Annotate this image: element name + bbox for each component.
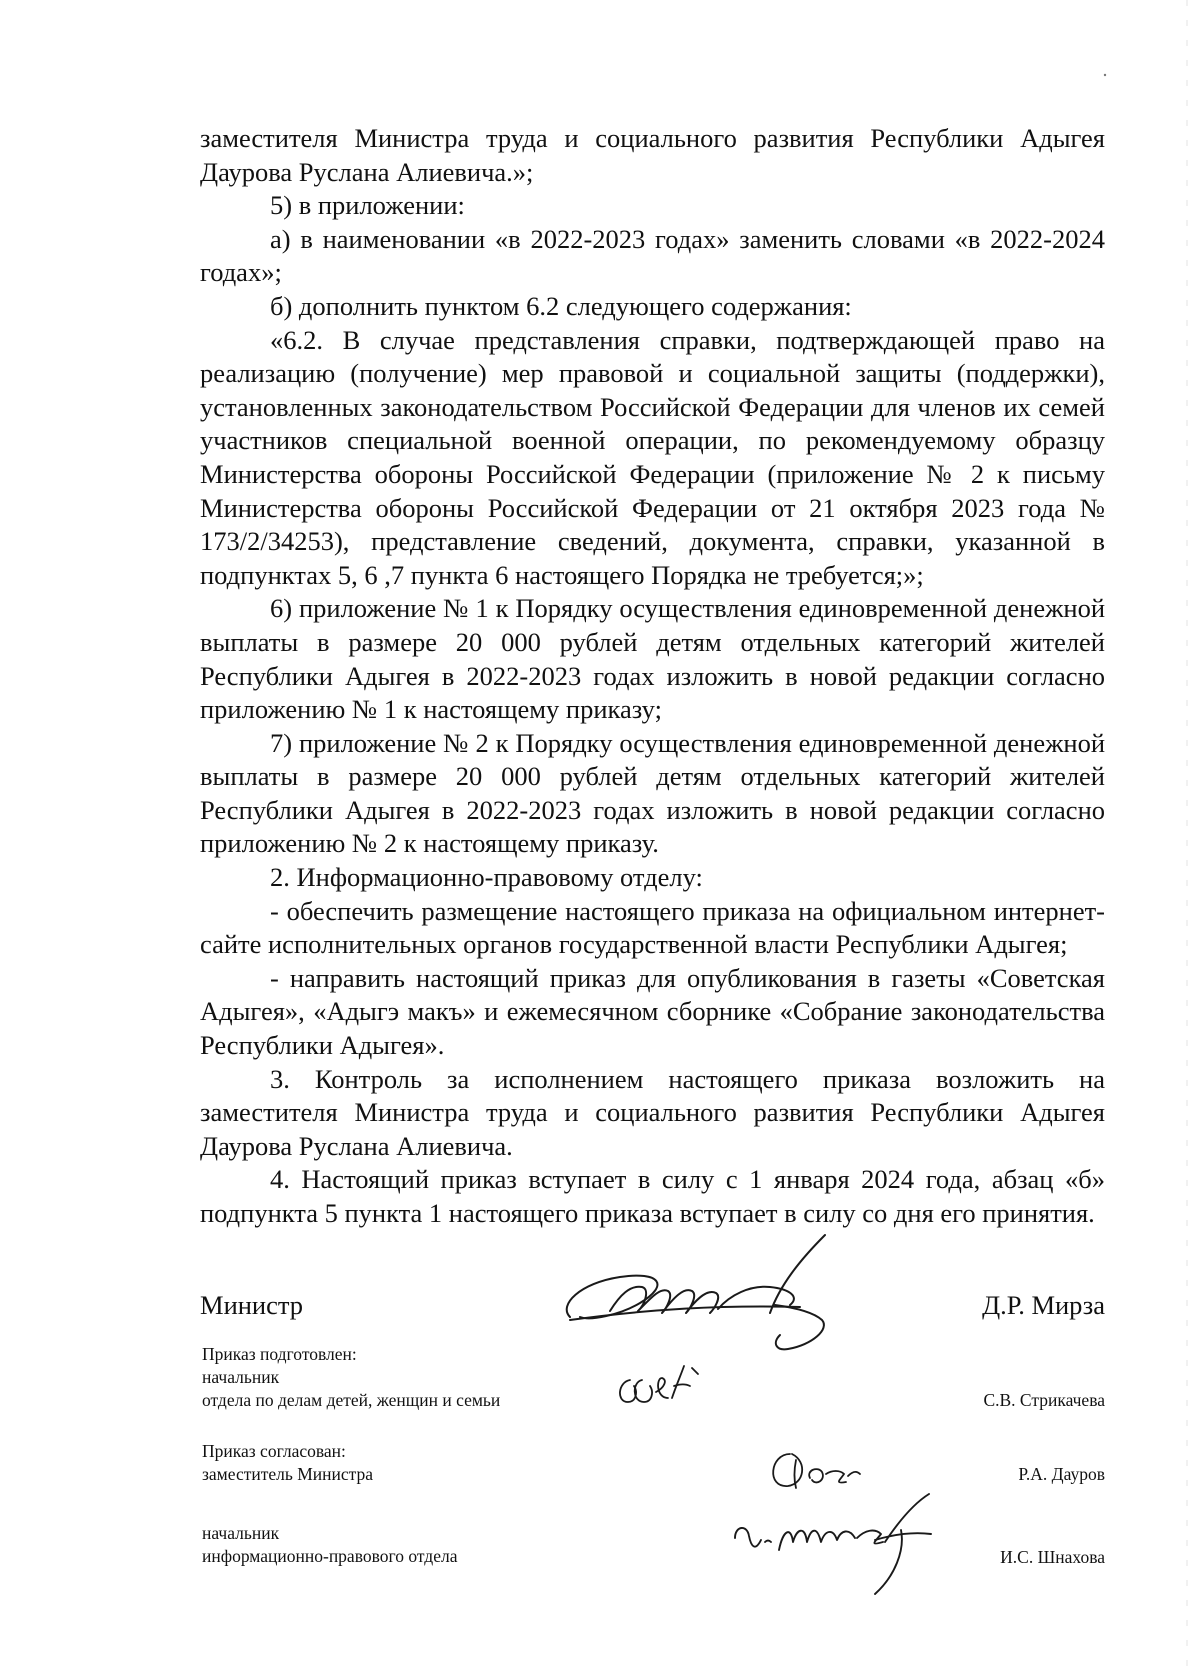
paragraph-item-7: 7) приложение № 2 к Порядку осуществления единовременной денежной выплаты в размере 20 000 рублей детям отдельных категорий жителей Республики Адыгея в 2022-2023 годах изложить в новой редакции согласно приложению № 2 к настоящему приказу. [200, 727, 1105, 859]
agreed-block [202, 1440, 622, 1486]
legal-signature [725, 1490, 955, 1600]
scan-edge-line [1185, 0, 1189, 1680]
agreed-name: Р.А. Дауров [1018, 1464, 1105, 1484]
paragraph-section-2-dash-2: - направить настоящий приказ для опубликования в газеты «Советская Адыгея», «Адыгэ макъ» и ежемесячном сборнике «Собрание законодательства Республики Адыгея». [200, 962, 1105, 1061]
minister-title: Министр [200, 1290, 304, 1320]
minister-signature [550, 1225, 860, 1355]
paragraph-item-6-2: «6.2. В случае представления справки, подтверждающей право на реализацию (получение) мер правовой и социальной защиты (поддержки), установленных законодательством Российской Федерации для членов их семей участников специальной военной операции, по рекомендуемому образцу Министерства обороны Российской Федерации (приложение № 2 к письму Министерства обороны Российской Федерации от 21 октября 2023 года № 173/2/34253), представление сведений, документа, справки, указанной в подпунктах 5, 6 ,7 пункта 6 настоящего Порядка не требуется;»; [200, 324, 1105, 590]
paragraph-continuation: заместителя Министра труда и социального развития Республики Адыгея Даурова Руслана Алиевича.»; [200, 123, 1105, 187]
prepared-name: С.В. Стрикачева [983, 1390, 1105, 1410]
order-body [200, 122, 1105, 1231]
agreed-heading: Приказ согласован: [202, 1441, 346, 1461]
scan-artifact-mark [1100, 70, 1110, 80]
prepared-position-line2: отдела по делам детей, женщин и семьи [202, 1390, 501, 1410]
paragraph-section-2: 2. Информационно-правовому отделу: [270, 862, 703, 893]
prepared-heading: Приказ подготовлен: [202, 1344, 357, 1364]
paragraph-section-3: 3. Контроль за исполнением настоящего приказа возложить на заместителя Министра труда и социального развития Республики Адыгея Даурова Руслана Алиевича. [200, 1063, 1105, 1161]
prepared-position-line1: начальник [202, 1367, 280, 1387]
paragraph-item-5a: а) в наименовании «в 2022-2023 годах» заменить словами «в 2022-2024 годах»; [200, 223, 1105, 288]
paragraph-section-4: 4. Настоящий приказ вступает в силу с 1 января 2024 года, абзац «б» подпункта 5 пункта 1 настоящего приказа вступает в силу со дня его принятия. [200, 1164, 1105, 1228]
prepared-block [202, 1343, 622, 1412]
paragraph-section-2-dash-1: - обеспечить размещение настоящего приказа на официальном интернет-сайте исполнительных органов государственной власти Республики Адыгея; [200, 895, 1105, 960]
paragraph-item-6: 6) приложение № 1 к Порядку осуществления единовременной денежной выплаты в размере 20 000 рублей детям отдельных категорий жителей Республики Адыгея в 2022-2023 годах изложить в новой редакции согласно приложению № 1 к настоящему приказу; [200, 593, 1105, 725]
legal-block [202, 1522, 622, 1568]
paragraph-item-5: 5) в приложении: [270, 190, 465, 221]
legal-name: И.С. Шнахова [1000, 1547, 1105, 1567]
legal-position-line1: начальник [202, 1523, 280, 1543]
paragraph-item-5b: б) дополнить пунктом 6.2 следующего содержания: [270, 290, 852, 321]
agreed-position: заместитель Министра [202, 1464, 374, 1484]
prepared-signature [612, 1362, 702, 1412]
legal-position-line2: информационно-правового отдела [202, 1546, 458, 1566]
minister-name: Д.Р. Мирза [982, 1290, 1105, 1320]
